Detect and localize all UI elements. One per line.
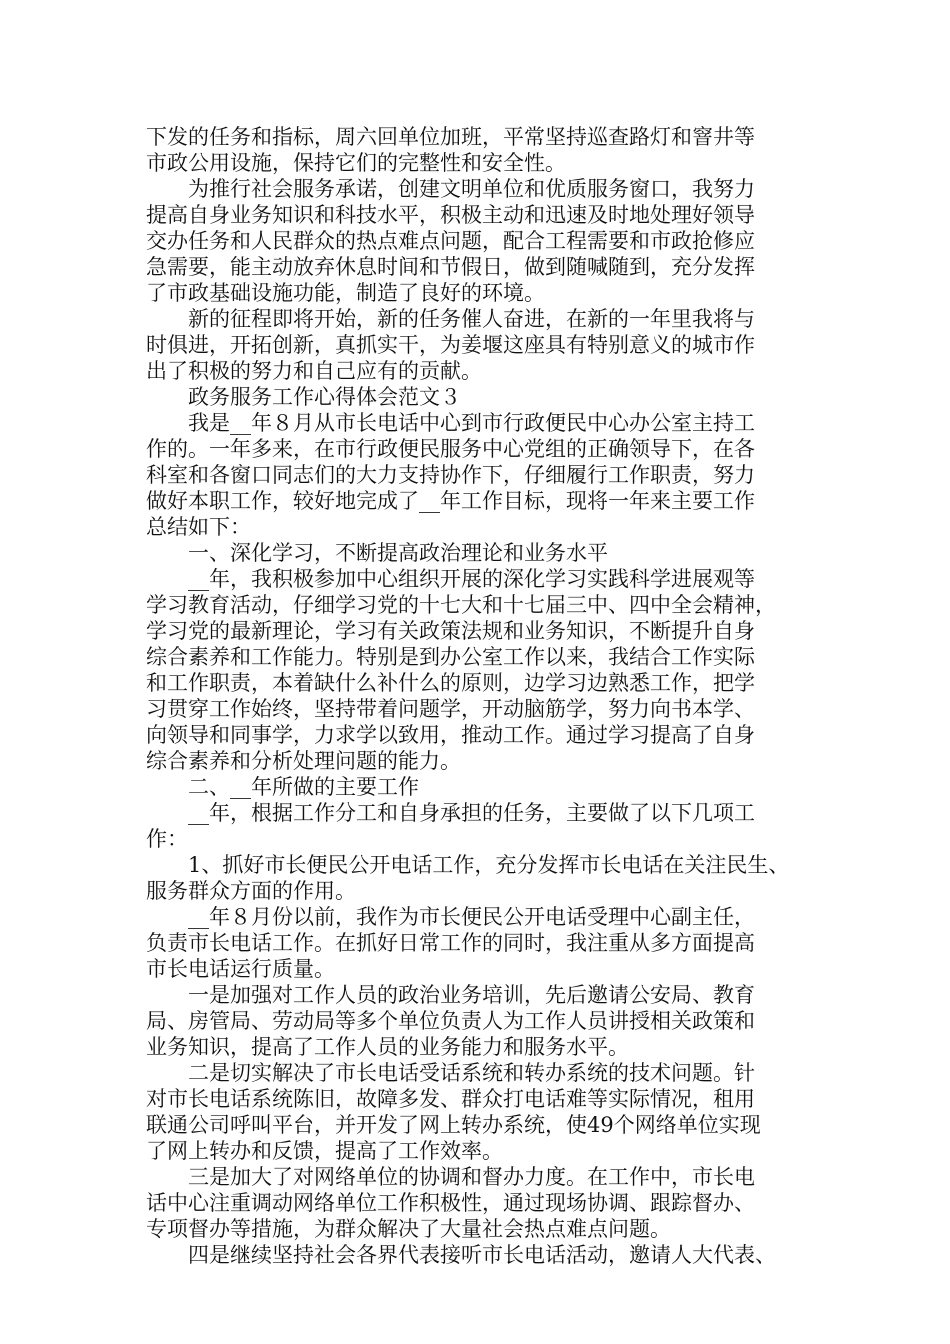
- text-line: __年，根据工作分工和自身承担的任务，主要做了以下几项工: [188, 801, 755, 825]
- text-line: 专项督办等措施，为群众解决了大量社会热点难点问题。: [146, 1217, 671, 1241]
- text-line: 综合素养和分析处理问题的能力。: [146, 749, 461, 773]
- text-line: 三是加大了对网络单位的协调和督办力度。在工作中，市长电: [188, 1165, 755, 1189]
- text-line: 1、抓好市长便民公开电话工作，充分发挥市长电话在关注民生、: [188, 853, 790, 877]
- document-body: [146, 124, 826, 1268]
- text-line: 对市长电话系统陈旧，故障多发、群众打电话难等实际情况，租用: [146, 1087, 755, 1111]
- text-line: 综合素养和工作能力。特别是到办公室工作以来，我结合工作实际: [146, 645, 755, 669]
- text-line: 作的。一年多来，在市行政便民服务中心党组的正确领导下，在各: [146, 437, 755, 461]
- text-line: 出了积极的努力和自己应有的贡献。: [146, 359, 482, 383]
- text-line: 学习党的最新理论，学习有关政策法规和业务知识，不断提升自身: [146, 619, 755, 643]
- text-line: 急需要，能主动放弃休息时间和节假日，做到随喊随到，充分发挥: [146, 255, 755, 279]
- text-line: 新的征程即将开始，新的任务催人奋进，在新的一年里我将与: [188, 307, 755, 331]
- text-line: 交办任务和人民群众的热点难点问题，配合工程需要和市政抢修应: [146, 229, 755, 253]
- text-line: 和工作职责，本着缺什么补什么的原则，边学习边熟悉工作，把学: [146, 671, 755, 695]
- text-line: 局、房管局、劳动局等多个单位负责人为工作人员讲授相关政策和: [146, 1009, 755, 1033]
- text-line: 四是继续坚持社会各界代表接听市长电话活动，邀请人大代表、: [188, 1243, 776, 1267]
- text-line: 二、__年所做的主要工作: [188, 775, 419, 799]
- text-line: 我是__年８月从市长电话中心到市行政便民中心办公室主持工: [188, 411, 755, 435]
- text-line: 一、深化学习，不断提高政治理论和业务水平: [188, 541, 608, 565]
- text-line: 科室和各窗口同志们的大力支持协作下，仔细履行工作职责，努力: [146, 463, 755, 487]
- text-line: 服务群众方面的作用。: [146, 879, 356, 903]
- text-line: 二是切实解决了市长电话受话系统和转办系统的技术问题。针: [188, 1061, 755, 1085]
- text-line: 业务知识，提高了工作人员的业务能力和服务水平。: [146, 1035, 629, 1059]
- text-line: 政务服务工作心得体会范文３: [188, 385, 461, 409]
- text-line: 向领导和同事学，力求学以致用，推动工作。通过学习提高了自身: [146, 723, 755, 747]
- text-line: 下发的任务和指标，周六回单位加班，平常坚持巡查路灯和窨井等: [146, 125, 755, 149]
- text-line: 市政公用设施，保持它们的完整性和安全性。: [146, 151, 566, 175]
- text-line: 负责市长电话工作。在抓好日常工作的同时，我注重从多方面提高: [146, 931, 755, 955]
- text-line: 作：: [146, 827, 188, 851]
- text-line: 市长电话运行质量。: [146, 957, 335, 981]
- text-line: 为推行社会服务承诺，创建文明单位和优质服务窗口，我努力: [188, 177, 755, 201]
- text-line: 做好本职工作，较好地完成了__年工作目标，现将一年来主要工作: [146, 489, 755, 513]
- text-line: __年，我积极参加中心组织开展的深化学习实践科学进展观等: [188, 567, 755, 591]
- text-line: 了网上转办和反馈，提高了工作效率。: [146, 1139, 503, 1163]
- text-line: 总结如下：: [146, 515, 251, 539]
- text-line: __年８月份以前，我作为市长便民公开电话受理中心副主任，: [188, 905, 755, 929]
- text-line: 习贯穿工作始终，坚持带着问题学，开动脑筋学，努力向书本学、: [146, 697, 755, 721]
- text-line: 提高自身业务知识和科技水平，积极主动和迅速及时地处理好领导: [146, 203, 755, 227]
- text-line: 学习教育活动，仔细学习党的十七大和十七届三中、四中全会精神，: [146, 593, 776, 617]
- text-line: 了市政基础设施功能，制造了良好的环境。: [146, 281, 545, 305]
- text-line: 话中心注重调动网络单位工作积极性，通过现场协调、跟踪督办、: [146, 1191, 755, 1215]
- text-line: 一是加强对工作人员的政治业务培训，先后邀请公安局、教育: [188, 983, 755, 1007]
- text-line: 联通公司呼叫平台，并开发了网上转办系统，使49个网络单位实现: [146, 1113, 761, 1137]
- text-line: 时俱进，开拓创新，真抓实干，为姜堰这座具有特别意义的城市作: [146, 333, 755, 357]
